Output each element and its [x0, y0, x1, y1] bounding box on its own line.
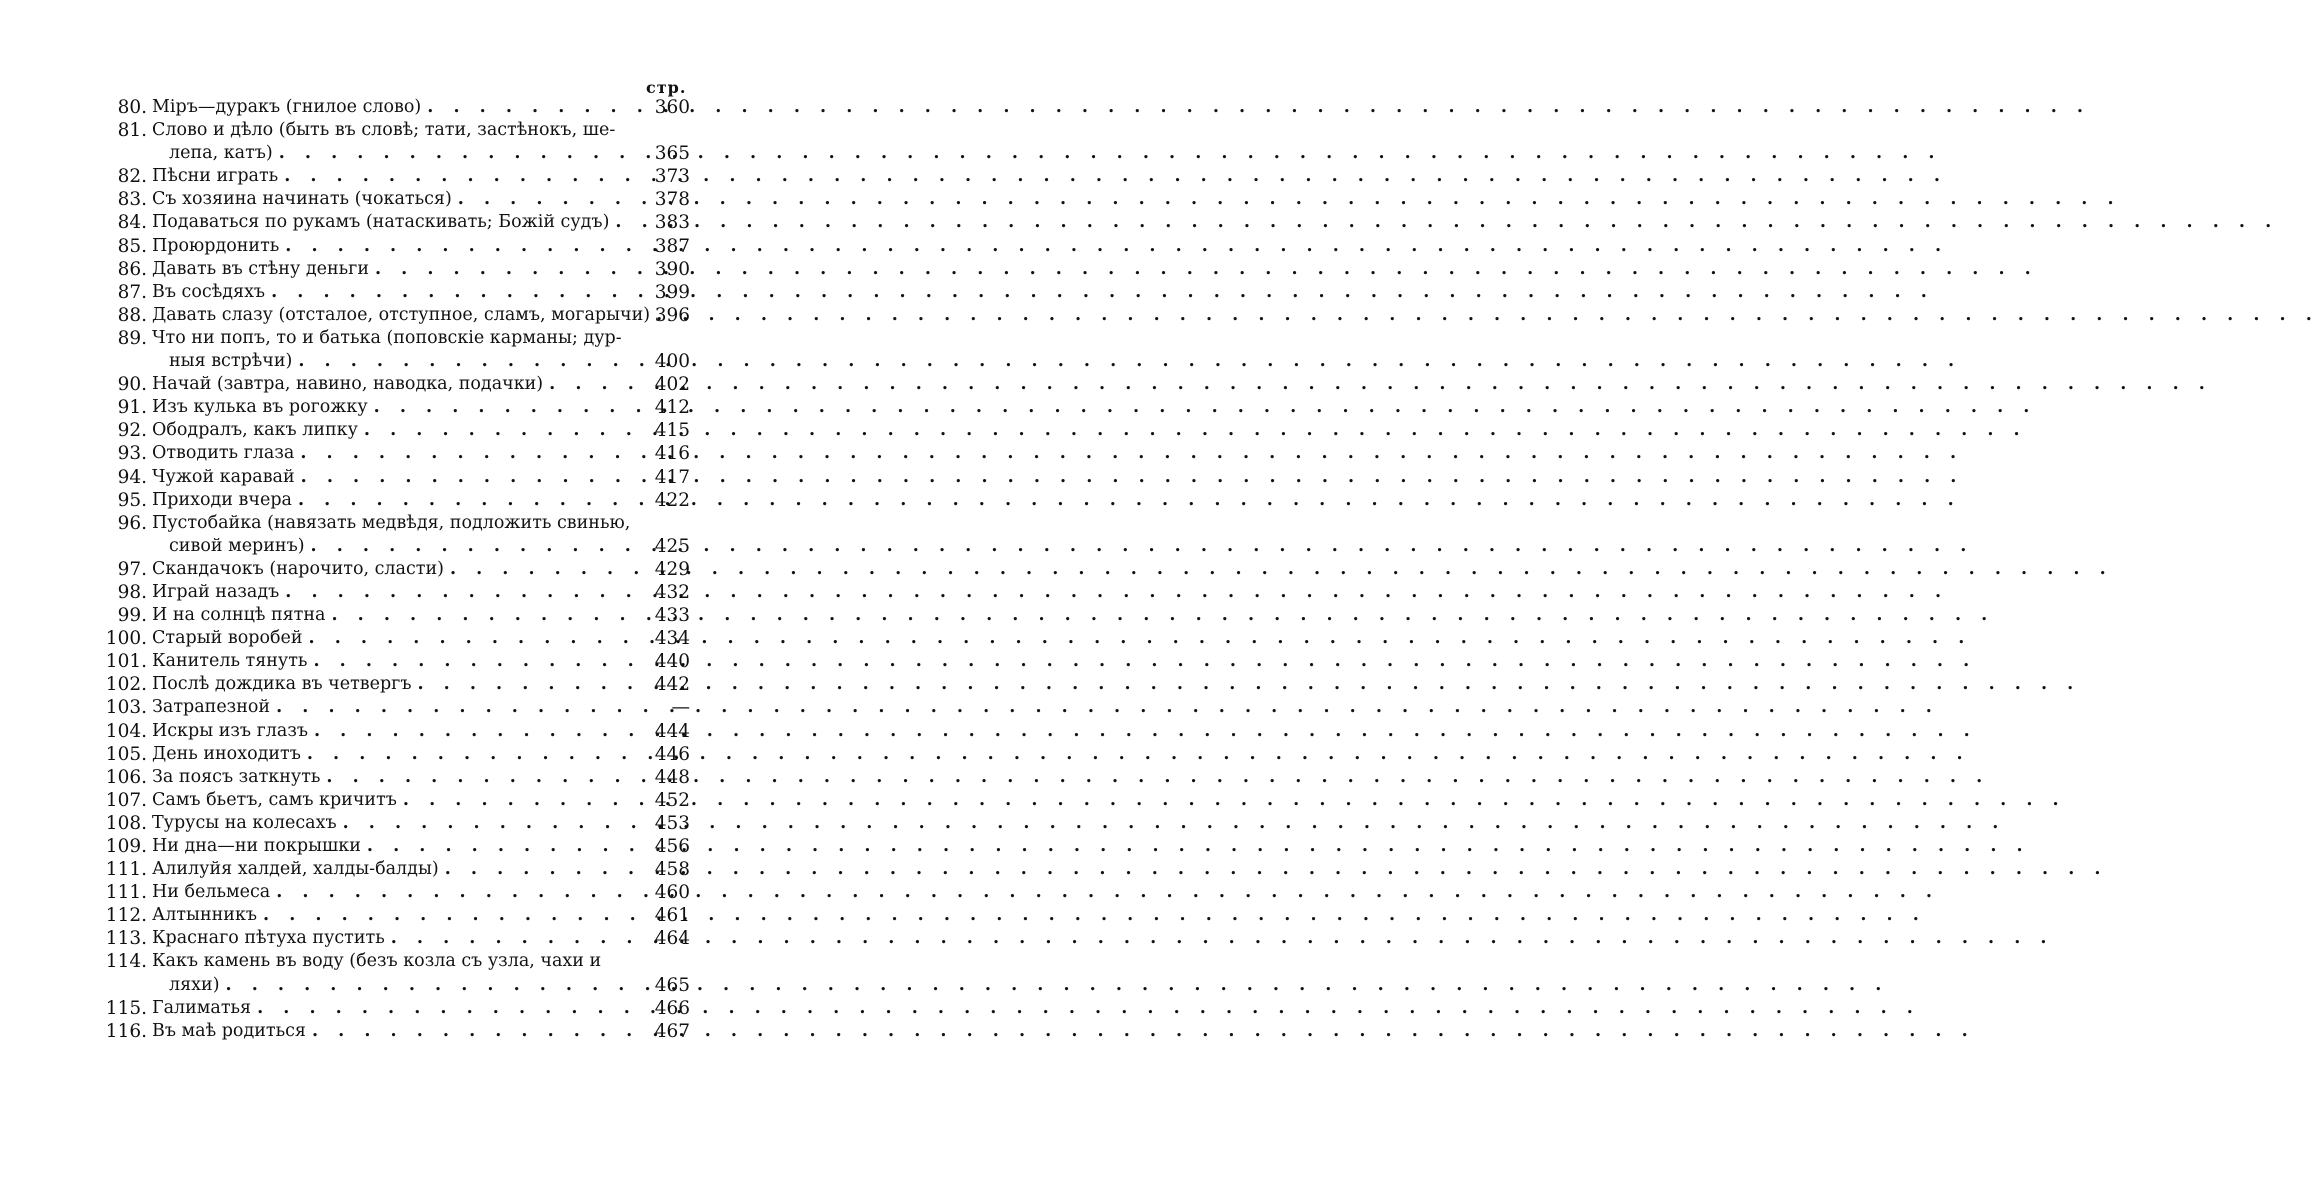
entry-number: 108.	[105, 812, 147, 834]
entry-title: ляхи)	[169, 974, 220, 995]
dot-leader	[298, 489, 642, 512]
entry-title: Турусы на колесахъ	[152, 812, 337, 833]
dot-leader	[615, 211, 642, 234]
entry-title: Изъ кулька въ рогожку	[152, 397, 368, 418]
entry-title: Пѣсни играть	[152, 166, 279, 187]
dot-leader	[312, 1020, 642, 1043]
toc-entry-line	[100, 812, 690, 835]
toc-entry-line	[100, 766, 690, 789]
entry-title: Ни дна—ни покрышки	[152, 836, 361, 856]
toc-entry-line	[100, 512, 690, 535]
toc-entry-line	[100, 235, 690, 258]
toc-entry-line	[100, 881, 690, 904]
toc-entry-line	[100, 720, 690, 743]
entry-number: 106.	[105, 766, 147, 788]
entry-number: 101.	[105, 651, 147, 673]
entry-number: 99.	[117, 605, 147, 627]
entry-number: 86.	[117, 258, 147, 280]
dot-leader	[403, 789, 642, 812]
page-column-label: стр.	[646, 78, 687, 97]
entry-page-number: 387	[654, 235, 690, 257]
dot-leader	[326, 766, 642, 789]
entry-title: Чужой каравай	[152, 466, 295, 487]
entry-title: Міръ—дуракъ (гнилое слово)	[152, 97, 422, 117]
toc-entry-line	[100, 604, 690, 627]
entry-number: 104.	[105, 720, 147, 742]
toc-entry-line	[100, 489, 690, 512]
toc-entry-line	[100, 904, 690, 927]
entry-title: Отводить глаза	[152, 443, 295, 464]
entry-page-number: 429	[654, 558, 690, 580]
toc-entry-line	[100, 165, 690, 188]
dot-leader	[549, 373, 642, 396]
entry-page-number: 417	[654, 466, 690, 488]
entry-number: 83.	[117, 189, 147, 211]
entry-page-number: 432	[654, 581, 690, 603]
entry-title: Ни бельмеса	[152, 882, 271, 903]
entry-page-number: 442	[654, 674, 690, 696]
entry-title: Какъ камень въ воду (безъ козла съ узла, чахи и	[152, 951, 602, 972]
entry-page-number: 400	[654, 351, 690, 373]
entry-number: 92.	[117, 420, 147, 442]
dot-leader	[298, 350, 642, 373]
toc-entry-line	[100, 211, 690, 234]
entry-number: 90.	[117, 374, 147, 396]
entry-title: Алилуйя халдей, халды-балды)	[152, 859, 439, 880]
entry-page-number: 396	[654, 304, 690, 326]
table-of-contents	[100, 96, 690, 1043]
entry-number: 94.	[117, 466, 147, 488]
entry-page-number: 440	[654, 651, 690, 673]
entry-page-number: 416	[654, 443, 690, 465]
entry-page-number: 453	[654, 812, 690, 834]
dot-leader	[300, 442, 642, 465]
entry-title: сивой меринъ)	[169, 535, 305, 556]
entry-number: 81.	[117, 120, 147, 142]
entry-page-number: 422	[654, 489, 690, 511]
dot-leader	[226, 974, 642, 997]
toc-entry-line	[100, 743, 690, 766]
entry-title: Играй назадъ	[152, 581, 280, 602]
dot-leader	[263, 904, 642, 927]
entry-page-number: 365	[654, 143, 690, 165]
dot-leader	[284, 165, 642, 188]
entry-page-number: 466	[654, 997, 690, 1019]
toc-entry-line	[100, 119, 690, 142]
dot-leader	[311, 535, 642, 558]
entry-title: Подаваться по рукамъ (натаскивать; Божій судъ)	[152, 212, 610, 233]
entry-title: Самъ бьетъ, самъ кричитъ	[152, 789, 397, 810]
entry-page-number: 434	[654, 628, 690, 650]
entry-page-number: 373	[654, 166, 690, 188]
entry-number: 114.	[105, 951, 147, 973]
toc-entry-line	[100, 927, 690, 950]
entry-page-number: 458	[654, 859, 690, 881]
entry-title: Слово и дѣло (быть въ словѣ; тати, застѣнокъ, ше-	[152, 120, 616, 141]
entry-title: За поясъ заткнуть	[152, 766, 321, 787]
dot-leader	[367, 835, 642, 858]
toc-entry-line	[100, 350, 690, 373]
toc-entry-line	[100, 396, 690, 419]
toc-entry-line	[100, 442, 690, 465]
dot-leader	[257, 997, 642, 1020]
entry-page-number: 383	[654, 212, 690, 234]
entry-title: Послѣ дождика въ четвергъ	[152, 674, 412, 695]
entry-title: Искры изъ глазъ	[152, 720, 308, 741]
toc-entry-line	[100, 327, 690, 350]
dot-leader	[307, 743, 642, 766]
entry-page-number: 452	[654, 789, 690, 811]
entry-page-number: 456	[654, 836, 690, 857]
dot-leader	[427, 96, 642, 119]
toc-entry-line	[100, 188, 690, 211]
toc-entry-line	[100, 974, 690, 997]
entry-number: 88.	[117, 304, 147, 326]
dot-leader	[285, 581, 642, 604]
toc-entry-line	[100, 142, 690, 165]
entry-number: 96.	[117, 512, 147, 534]
dot-leader	[314, 720, 642, 743]
toc-entry-line	[100, 558, 690, 581]
toc-entry-line	[100, 673, 690, 696]
dot-leader	[279, 142, 642, 165]
dot-leader	[374, 396, 642, 419]
entry-title: Давать въ стѣну деньги	[152, 258, 369, 279]
entry-number: 87.	[117, 281, 147, 303]
entry-page-number: 467	[654, 1020, 690, 1042]
entry-page-number: 399	[654, 281, 690, 303]
entry-title: Начай (завтра, навино, наводка, подачки)	[152, 374, 544, 395]
toc-entry-line	[100, 304, 690, 327]
dot-leader	[285, 235, 642, 258]
toc-entry-line	[100, 650, 690, 673]
entry-page-number: 415	[654, 420, 690, 442]
entry-number: 115.	[105, 997, 147, 1019]
entry-number: 91.	[117, 397, 147, 419]
dot-leader	[364, 419, 642, 442]
entry-number: 97.	[117, 558, 147, 580]
entry-page-number: 378	[654, 189, 690, 211]
entry-title: Алтынникъ	[152, 905, 258, 926]
toc-entry-line	[100, 96, 690, 119]
entry-title: Ободралъ, какъ липку	[152, 420, 358, 441]
toc-entry-line	[100, 627, 690, 650]
dot-leader	[271, 281, 642, 304]
dot-leader	[445, 858, 642, 881]
entry-number: 93.	[117, 443, 147, 465]
entry-page-number: 448	[654, 766, 690, 788]
dot-leader	[458, 188, 642, 211]
entry-number: 102.	[105, 674, 147, 696]
entry-number: 111.	[105, 859, 147, 881]
toc-entry-line	[100, 373, 690, 396]
entry-number: 84.	[117, 212, 147, 234]
entry-page-number: —	[671, 697, 690, 719]
dot-leader	[301, 466, 642, 489]
entry-title: Давать слазу (отсталое, отступное, сламъ, могарычи)	[152, 304, 651, 325]
entry-page-number: 464	[654, 928, 690, 950]
entry-page-number: 402	[654, 374, 690, 396]
entry-number: 85.	[117, 235, 147, 257]
entry-number: 111.	[105, 882, 147, 904]
toc-entry-line	[100, 789, 690, 812]
dot-leader	[450, 558, 642, 581]
entry-number: 112.	[105, 905, 147, 927]
entry-page-number: 433	[654, 605, 690, 627]
toc-entry-line	[100, 696, 690, 719]
entry-title: И на солнцѣ пятна	[152, 605, 326, 626]
entry-page-number: 460	[654, 882, 690, 904]
toc-entry-line	[100, 1020, 690, 1043]
dot-leader	[331, 604, 642, 627]
dot-leader	[276, 881, 642, 904]
entry-title: лепа, катъ)	[169, 143, 273, 164]
dot-leader	[417, 673, 642, 696]
toc-entry-line	[100, 535, 690, 558]
entry-title: Краснаго пѣтуха пустить	[152, 928, 385, 949]
toc-entry-line	[100, 835, 690, 858]
entry-page-number: 444	[654, 720, 690, 742]
entry-number: 113.	[105, 928, 147, 950]
toc-entry-line	[100, 950, 690, 973]
entry-number: 95.	[117, 489, 147, 511]
entry-title: Старый воробей	[152, 628, 303, 649]
toc-entry-line	[100, 466, 690, 489]
dot-leader	[313, 650, 642, 673]
entry-title: ныя встрѣчи)	[169, 351, 293, 372]
entry-page-number: 360	[654, 97, 690, 118]
toc-entry-line	[100, 258, 690, 281]
entry-page-number: 412	[654, 397, 690, 419]
toc-entry-line	[100, 858, 690, 881]
entry-title: Приходи вчера	[152, 489, 292, 510]
dot-leader	[343, 812, 642, 835]
entry-title: Съ хозяина начинать (чокаться)	[152, 189, 452, 210]
toc-entry-line	[100, 997, 690, 1020]
entry-number: 107.	[105, 789, 147, 811]
entry-title: Канитель тянуть	[152, 651, 308, 672]
entry-number: 116.	[105, 1020, 147, 1042]
entry-title: Пустобайка (навязать медвѣдя, подложить свинью,	[152, 512, 631, 533]
dot-leader	[309, 627, 642, 650]
entry-title: День иноходитъ	[152, 743, 301, 764]
dot-leader	[276, 696, 642, 719]
entry-page-number: 461	[654, 905, 690, 927]
entry-title: Скандачокъ (нарочито, сласти)	[152, 558, 444, 579]
entry-title: Галиматья	[152, 997, 252, 1018]
entry-title: Въ сосѣдяхъ	[152, 281, 266, 302]
entry-number: 105.	[105, 743, 147, 765]
entry-number: 82.	[117, 166, 147, 188]
entry-title: Что ни попъ, то и батька (поповскіе карманы; дур-	[152, 327, 622, 348]
toc-entry-line	[100, 581, 690, 604]
entry-number: 98.	[117, 581, 147, 603]
entry-title: Проюрдонить	[152, 235, 280, 256]
entry-page-number: 446	[654, 743, 690, 765]
toc-entry-line	[100, 281, 690, 304]
entry-page-number: 465	[654, 974, 690, 996]
dot-leader	[375, 258, 642, 281]
entry-number: 109.	[105, 836, 147, 857]
entry-number: 100.	[105, 628, 147, 650]
entry-title: Затрапезной	[152, 697, 271, 718]
entry-page-number: 425	[654, 535, 690, 557]
entry-title: Въ маѣ родиться	[152, 1020, 306, 1041]
entry-page-number: 390	[654, 258, 690, 280]
entry-number: 80.	[117, 97, 147, 118]
toc-entry-line	[100, 419, 690, 442]
entry-number: 89.	[117, 327, 147, 349]
dot-leader	[391, 927, 642, 950]
entry-number: 103.	[105, 697, 147, 719]
